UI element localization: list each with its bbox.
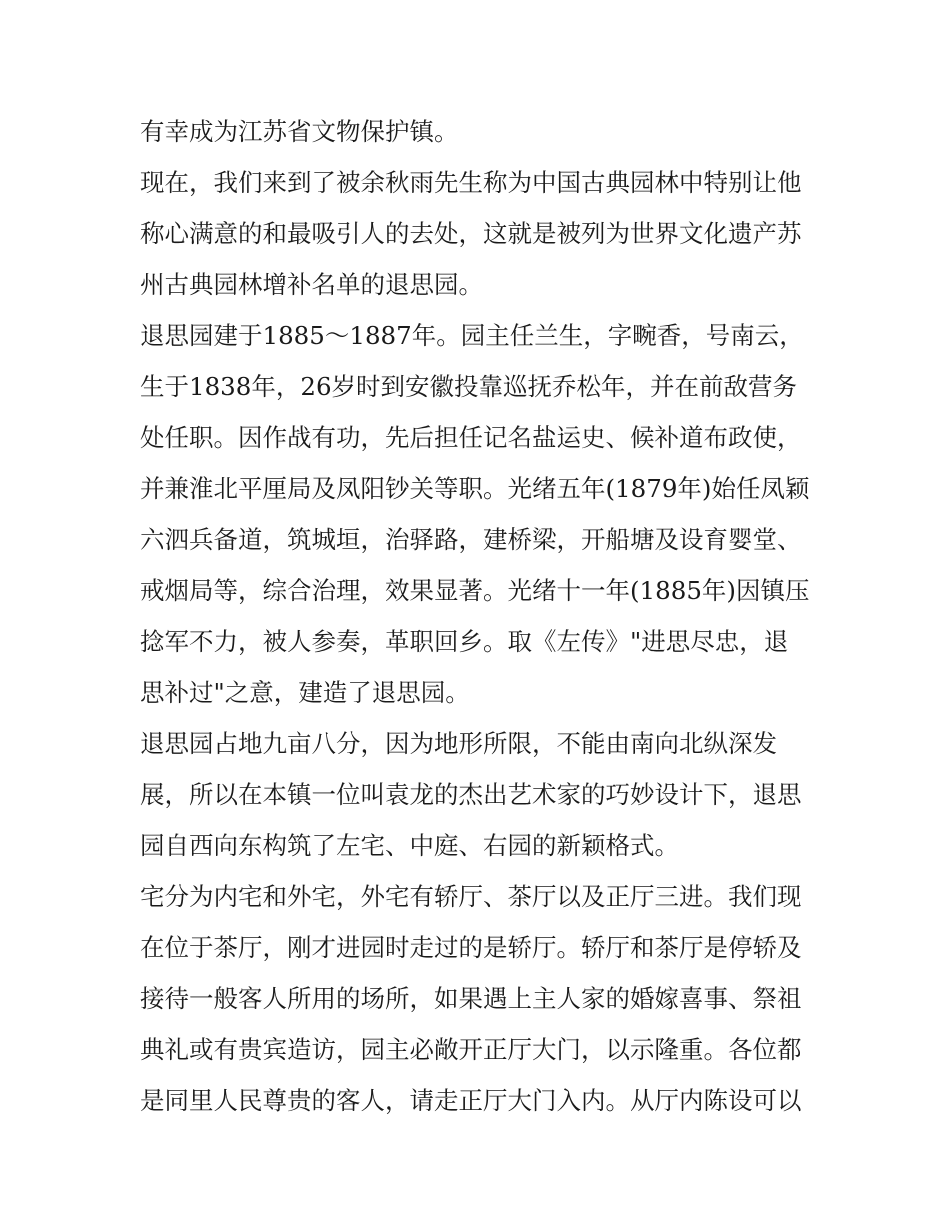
paragraph-5: [140, 871, 816, 1126]
text-line: 是同里人民尊贵的客人，请走正厅大门入内。从厅内陈设可以: [140, 1086, 802, 1115]
text-line: 六泗兵备道，筑城垣，治驿路，建桥梁，开船塘及设育婴堂、: [140, 525, 802, 554]
paragraph-2: [140, 157, 816, 310]
body-text: [140, 106, 816, 1126]
paragraph-3: [140, 310, 816, 718]
text-line: 宅分为内宅和外宅，外宅有轿厅、茶厅以及正厅三进。我们现: [140, 882, 802, 911]
text-line: 在位于茶厅，刚才进园时走过的是轿厅。轿厅和茶厅是停轿及: [140, 933, 802, 962]
text-line: 并兼淮北平厘局及凤阳钞关等职。光绪五年(1879年)始任凤颖: [140, 474, 810, 503]
text-line: 捻军不力，被人参奏，革职回乡。取《左传》"进思尽忠，退: [140, 627, 789, 656]
paragraph-1: [140, 106, 816, 157]
text-line: 处任职。因作战有功，先后担任记名盐运史、候补道布政使，: [140, 423, 802, 452]
text-line: 生于1838年，26岁时到安徽投靠巡抚乔松年，并在前敌营务: [140, 372, 798, 401]
text-line: 州古典园林增补名单的退思园。: [140, 270, 483, 299]
text-line: 园自西向东构筑了左宅、中庭、右园的新颖格式。: [140, 831, 679, 860]
text-line: 退思园建于1885～1887年。园主任兰生，字畹香，号南云，: [140, 321, 804, 350]
text-line: 戒烟局等，综合治理，效果显著。光绪十一年(1885年)因镇压: [140, 576, 810, 605]
text-line: 有幸成为江苏省文物保护镇。: [140, 117, 459, 146]
text-line: 展，所以在本镇一位叫袁龙的杰出艺术家的巧妙设计下，退思: [140, 780, 802, 809]
text-line: 接待一般客人所用的场所，如果遇上主人家的婚嫁喜事、祭祖: [140, 984, 802, 1013]
text-line: 退思园占地九亩八分，因为地形所限，不能由南向北纵深发: [140, 729, 777, 758]
paragraph-4: [140, 718, 816, 871]
text-line: 思补过"之意，建造了退思园。: [140, 678, 470, 707]
text-line: 典礼或有贵宾造访，园主必敞开正厅大门，以示隆重。各位都: [140, 1035, 802, 1064]
text-line: 现在，我们来到了被余秋雨先生称为中国古典园林中特别让他: [140, 168, 802, 197]
text-line: 称心满意的和最吸引人的去处，这就是被列为世界文化遗产苏: [140, 219, 802, 248]
